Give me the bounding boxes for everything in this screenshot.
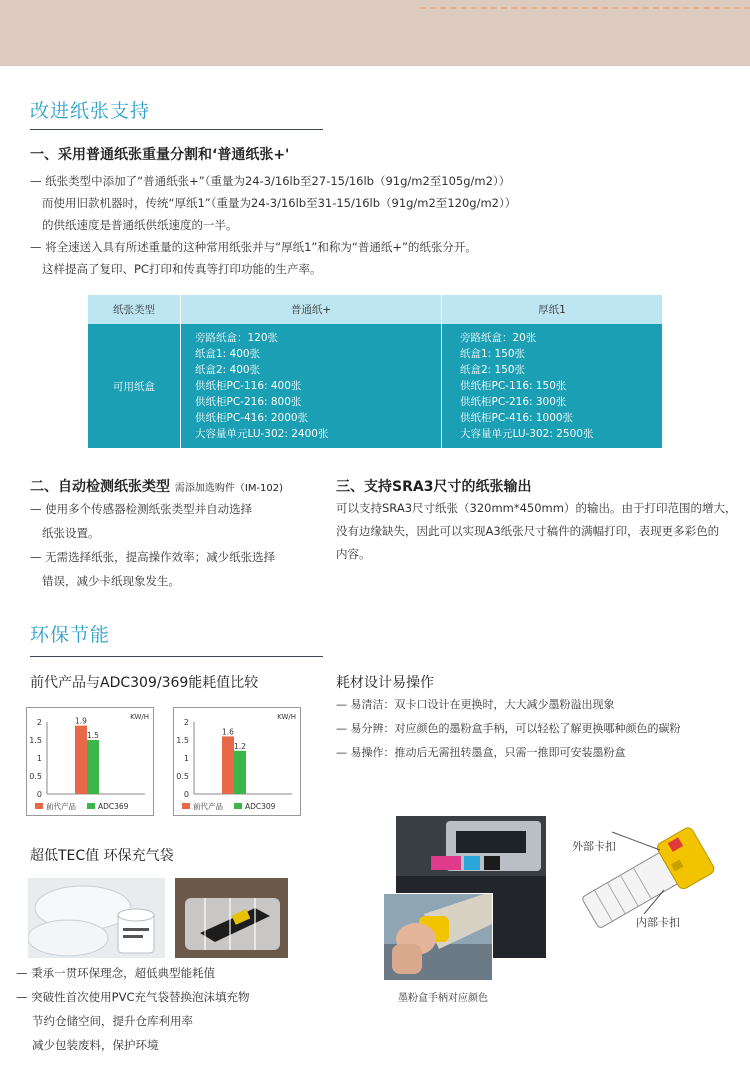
consumable-line: — 易清洁：双卡口设计在更换时，大大减少墨粉溢出现象 bbox=[336, 698, 615, 711]
sub1-line: — 将全速送入具有所述重量的这种常用纸张并与“厚纸1”和称为“普通纸+”的纸张分开。 bbox=[30, 240, 477, 254]
tec-text bbox=[16, 961, 326, 1057]
table-header-type: 纸张类型 bbox=[88, 295, 180, 324]
sub1-text bbox=[30, 170, 730, 280]
legend-label: 前代产品 bbox=[46, 802, 76, 811]
airbag-photo bbox=[28, 878, 165, 958]
sub2-line: — 无需选择纸张，提高操作效率；减少纸张选择 bbox=[30, 550, 276, 564]
tec-line: — 秉承一贯环保理念，超低典型能耗值 bbox=[16, 966, 216, 980]
table-cell-item: 纸盒2: 400张 bbox=[195, 364, 261, 376]
sub2-line: 错误，减少卡纸现象发生。 bbox=[42, 574, 180, 588]
sub3-title: 三、支持SRA3尺寸的纸张输出 bbox=[336, 479, 532, 495]
table-cell-item: 旁路纸盒：120张 bbox=[195, 332, 279, 344]
section-title-eco: 环保节能 bbox=[30, 624, 111, 646]
sub2-line: 纸张设置。 bbox=[42, 526, 100, 540]
tec-title: 超低TEC值 环保充气袋 bbox=[30, 848, 174, 864]
table-cell-item: 供纸柜PC-116: 400张 bbox=[195, 380, 302, 392]
legend-swatch bbox=[234, 803, 242, 809]
section-rule bbox=[30, 129, 323, 130]
compare-title: 前代产品与ADC309/369能耗值比较 bbox=[30, 675, 259, 691]
unit-label: KW/H bbox=[130, 713, 149, 721]
bar-value-label: 1.6 bbox=[222, 727, 234, 737]
table-header-plain: 普通纸+ bbox=[181, 295, 441, 324]
table-row-label: 可用纸盒 bbox=[88, 324, 180, 448]
legend-swatch bbox=[182, 803, 190, 809]
chart-adc309 bbox=[173, 707, 301, 816]
sub2-text bbox=[30, 497, 320, 593]
bar-value-label: 1.5 bbox=[87, 731, 99, 740]
consumable-line: — 易操作：推动后无需扭转墨盒，只需一推即可安装墨粉盒 bbox=[336, 746, 626, 759]
packing-photo bbox=[175, 878, 288, 958]
bar-value-label: 1.9 bbox=[75, 716, 87, 726]
sub1-line: — 纸张类型中添加了“普通纸张+”（重量为24-3/16lb至27-15/16lb（91g/m2至105g/m2）） bbox=[30, 174, 511, 188]
section-rule bbox=[30, 656, 323, 657]
top-banner bbox=[0, 0, 750, 66]
table-cell-item: 供纸柜PC-216: 800张 bbox=[195, 396, 302, 408]
cell-list bbox=[195, 330, 328, 442]
y-tick-label: 2 bbox=[183, 718, 189, 727]
tec-line: 节约仓储空间，提升仓库利用率 bbox=[32, 1014, 193, 1028]
table-cell-item: 大容量单元LU-302: 2400张 bbox=[195, 428, 329, 440]
sub1-line: 而使用旧款机器时，传统“厚纸1”（重量为24-3/16lb至31-15/16lb（91g/m2至120g/m2）） bbox=[42, 196, 517, 210]
section-title-paper: 改进纸张支持 bbox=[30, 100, 151, 122]
consumable-line: — 易分辨：对应颜色的墨粉盒手柄，可以轻松了解更换哪种颜色的碳粉 bbox=[336, 722, 681, 735]
y-tick-label: 0 bbox=[36, 790, 42, 799]
y-tick-label: 0 bbox=[183, 790, 189, 799]
y-tick-label: 1 bbox=[183, 754, 189, 763]
legend-swatch bbox=[87, 803, 95, 809]
legend-label: 前代产品 bbox=[193, 802, 223, 811]
bar-value-label: 1.2 bbox=[234, 741, 246, 751]
legend-swatch bbox=[35, 803, 43, 809]
legend-label: ADC369 bbox=[98, 802, 129, 811]
photo-caption: 墨粉盒手柄对应颜色 bbox=[398, 993, 488, 1004]
y-tick-label: 1.5 bbox=[29, 736, 42, 745]
table-cell-item: 旁路纸盒：20张 bbox=[460, 332, 537, 344]
table-cell-item: 供纸柜PC-216: 300张 bbox=[460, 396, 567, 408]
bar-previous bbox=[222, 736, 234, 794]
packing-image bbox=[175, 878, 288, 958]
bar-new bbox=[234, 751, 246, 794]
chart-svg bbox=[174, 708, 300, 815]
outer-clip-label: 外部卡扣 bbox=[572, 840, 616, 853]
table-cell-item: 纸盒1: 400张 bbox=[195, 348, 261, 360]
bar-previous bbox=[75, 726, 87, 794]
sub1-line: 的供纸速度是普通纸供纸速度的一半。 bbox=[42, 218, 238, 232]
sub2-title-text: 二、自动检测纸张类型 bbox=[30, 479, 170, 495]
table-cell-item: 纸盒2: 150张 bbox=[460, 364, 526, 376]
sub2-line: — 使用多个传感器检测纸张类型并自动选择 bbox=[30, 502, 253, 516]
sub2-title bbox=[30, 476, 283, 496]
y-tick-label: 0.5 bbox=[176, 772, 189, 781]
consumable-text bbox=[336, 693, 746, 765]
tec-line: — 突破性首次使用PVC充气袋替换泡沫填充物 bbox=[16, 990, 250, 1004]
airbag-image bbox=[28, 878, 165, 958]
inner-clip-label: 内部卡扣 bbox=[636, 916, 680, 929]
banner-dashed-line bbox=[420, 7, 750, 9]
y-tick-label: 0.5 bbox=[29, 772, 42, 781]
sub3-line: 可以支持SRA3尺寸纸张（320mm*450mm）的输出。由于打印范围的增大， bbox=[336, 501, 737, 515]
sub3-line: 内容。 bbox=[336, 547, 371, 561]
tec-line: 减少包装废料，保护环境 bbox=[32, 1038, 159, 1052]
chart-svg bbox=[27, 708, 153, 815]
table-cell-item: 大容量单元LU-302: 2500张 bbox=[460, 428, 594, 440]
sub1-title: 一、采用普通纸张重量分割和‘普通纸张+' bbox=[30, 147, 290, 163]
paper-table bbox=[88, 295, 662, 448]
table-cell-item: 供纸柜PC-416: 1000张 bbox=[460, 412, 574, 424]
table-header-thick: 厚纸1 bbox=[442, 295, 662, 324]
table-cell-item: 供纸柜PC-416: 2000张 bbox=[195, 412, 309, 424]
unit-label: KW/H bbox=[277, 713, 296, 721]
consumable-title: 耗材设计易操作 bbox=[336, 675, 434, 691]
table-cell-item: 纸盒1: 150张 bbox=[460, 348, 526, 360]
sub3-line: 没有边缘缺失，因此可以实现A3纸张尺寸稿件的满幅打印，表现更多彩色的 bbox=[336, 524, 720, 538]
toner-hand-image bbox=[384, 894, 492, 980]
sub2-note: 需添加选购件（IM-102) bbox=[174, 483, 284, 494]
table-cell-plain bbox=[181, 324, 441, 448]
y-tick-label: 1 bbox=[36, 754, 42, 763]
y-tick-label: 2 bbox=[36, 718, 42, 727]
table-cell-item: 供纸柜PC-116: 150张 bbox=[460, 380, 567, 392]
sub1-line: 这样提高了复印、PC打印和传真等打印功能的生产率。 bbox=[42, 262, 322, 276]
sub3-text bbox=[336, 497, 746, 566]
chart-adc369 bbox=[26, 707, 154, 816]
table-cell-thick bbox=[442, 324, 662, 448]
y-tick-label: 1.5 bbox=[176, 736, 189, 745]
bar-new bbox=[87, 740, 99, 794]
cell-list bbox=[460, 330, 593, 442]
legend-label: ADC309 bbox=[245, 802, 276, 811]
toner-hand-photo bbox=[383, 893, 493, 981]
